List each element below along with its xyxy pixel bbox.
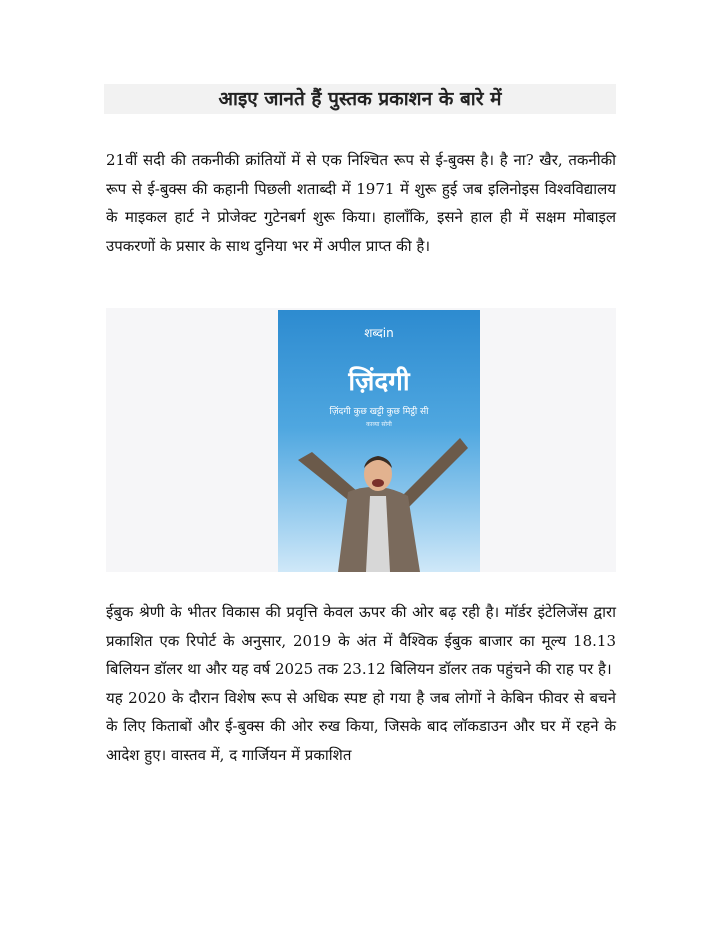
paragraph-body <box>106 598 616 769</box>
cover-title: ज़िंदगी <box>348 367 410 397</box>
paragraph-2020: यह 2020 के दौरान विशेष रूप से अधिक स्पष्ट हो गया है जब लोगों ने केबिन फीवर से बचने के लिए किताबों और ई-बुक्स की ओर रुख किया, जिसके बाद लॉकडाउन और घर में रहने के आदेश हुए। वास्तव में, द गार्जियन में प्रकाशित <box>106 688 616 764</box>
page-title: आइए जानते हैं पुस्तक प्रकाशन के बारे में <box>218 88 502 110</box>
paragraph-intro: 21वीं सदी की तकनीकी क्रांतियों में से एक निश्चित रूप से ई-बुक्स है। है ना? खैर, तकनीकी रूप से ई-बुक्स की कहानी पिछली शताब्दी में 1971 में शुरू हुई जब इलिनोइस विश्वविद्यालय के माइकल हार्ट ने प्रोजेक्ट गुटेनबर्ग शुरू किया। हालाँकि, इसने हाल ही में सक्षम मोबाइल उपकरणों के प्रसार के साथ दुनिया भर में अपील प्राप्त की है। <box>106 151 616 255</box>
cover-author: काव्या सोनी <box>366 421 392 428</box>
book-cover-image <box>278 310 480 572</box>
cover-subtitle: ज़िंदगी कुछ खट्टी कुछ मिट्ठी सी <box>329 407 429 417</box>
cover-logo: शब्दin <box>364 326 394 340</box>
paragraph-market: ईबुक श्रेणी के भीतर विकास की प्रवृत्ति केवल ऊपर की ओर बढ़ रही है। मॉर्डर इंटेलिजेंस द्वारा प्रकाशित एक रिपोर्ट के अनुसार, 2019 के अंत में वैश्विक ईबुक बाजार का मूल्य 18.13 बिलियन डॉलर था और यह वर्ष 2025 तक 23.12 बिलियन डॉलर तक पहुंचने की राह पर है। <box>106 603 616 678</box>
jumping-man-illustration <box>278 430 480 572</box>
